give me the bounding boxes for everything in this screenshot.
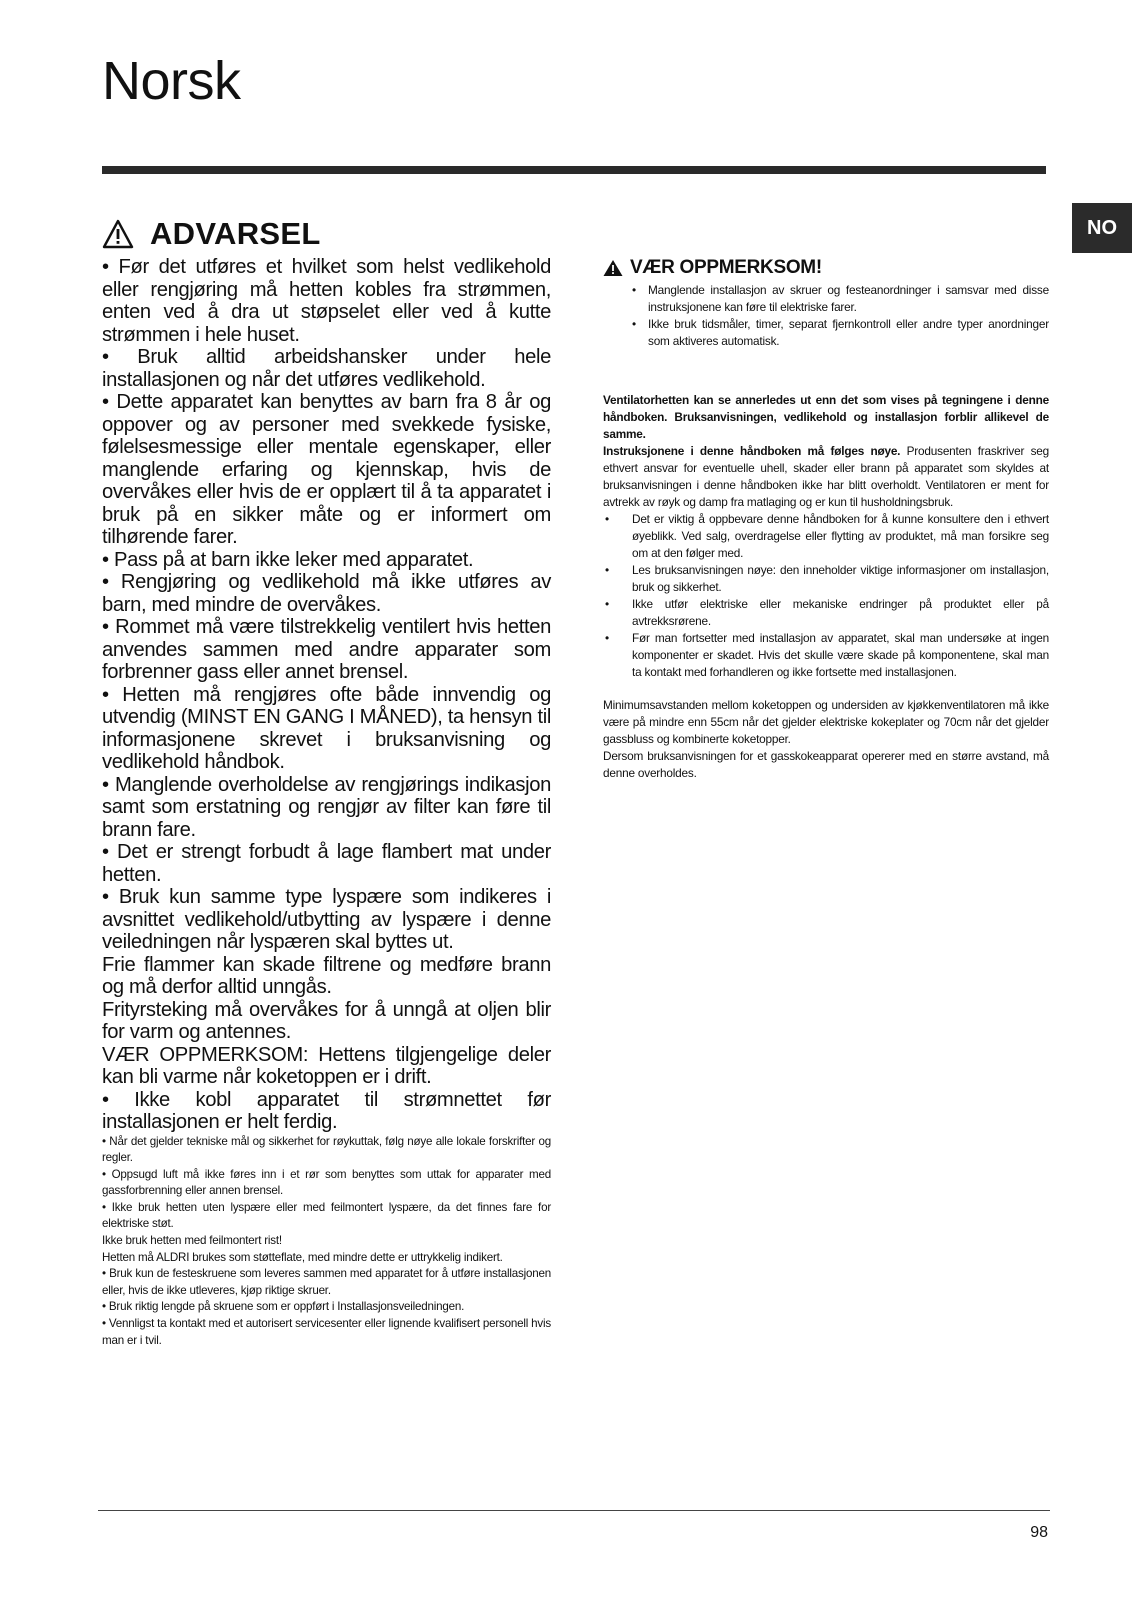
intro-text: Ventilatorhetten kan se annerledes ut enn det som vises på tegningene i denne håndboken. Bruksanvisningen, vedlikehold og installasjon forblir allikevel de samme. [603, 393, 1049, 441]
bullet-icon: • [605, 563, 609, 577]
warning-title: ADVARSEL [150, 216, 321, 251]
bottom-divider [98, 1510, 1050, 1511]
instruction-text: Instruksjonene i denne håndboken må følges nøye. Produsenten fraskriver seg ethvert ansvar for eventuelle uhell, skader eller brann på apparatet som skyldes at bruksanvisningen i denne håndboken ikke har blitt overholdt. Ventilatoren er ment for avtrekk av røyk og damp fra matlaging og er kun til husholdningsbruk. [603, 444, 1049, 509]
list-item: • Det er viktig å oppbevare denne håndboken for å kunne konsultere den i ethvert øyeblikk. Ved salg, overdragelse eller flytting av produktet, må man forsikre seg om at den følger med. [605, 512, 1049, 560]
warning-paragraph: • Bruk kun samme type lyspære som indikeres i avsnittet vedlikehold/utbytting av lyspære i denne veiledningen når lyspæren skal byttes ut. [102, 886, 551, 953]
bullet-icon: • [605, 597, 609, 611]
distance-text: Minimumsavstanden mellom koketoppen og undersiden av kjøkkenventilatoren må ikke være på mindre enn 55cm når det gjelder elektriske kokeplater og 70cm når det gjelder gassbluss og kombinerte koketopper. [603, 698, 1049, 746]
warning-paragraph: • Ikke kobl apparatet til strømnettet før installasjonen er helt ferdig. [102, 1088, 551, 1133]
warning-paragraph: • Pass på at barn ikke leker med apparatet. [102, 548, 474, 571]
warning-paragraph: • Det er strengt forbudt å lage flambert mat under hetten. [102, 841, 551, 886]
warning-paragraph: VÆR OPPMERKSOM: Hettens tilgjengelige deler kan bli varme når koketoppen er i drift. [102, 1043, 551, 1088]
warning-large-text [102, 256, 551, 1134]
info-section [603, 256, 1049, 782]
page-title: Norsk [102, 51, 241, 111]
caution-heading [603, 256, 1049, 280]
general-info [603, 392, 1049, 782]
warning-paragraph: • Manglende overholdelse av rengjørings indikasjon samt som erstatning og rengjør av filter kan føre til brann fare. [102, 773, 551, 841]
bullet-icon: • [605, 512, 609, 526]
list-item: • Ikke utfør elektriske eller mekaniske endringer på produktet eller på avtrekksrørene. [605, 597, 1049, 628]
top-divider [102, 166, 1046, 174]
warning-paragraph: • Dette apparatet kan benyttes av barn fra 8 år og oppover og av personer med svekkede fysiske, følelsesmessige eller mentale egenskaper, eller manglende erfaring og kjennskap, hvis de overvåkes eller hvis de er opplært til å ta apparatet i bruk på en sikker måte og er informert om tilhørende farer. [102, 391, 551, 548]
warning-paragraph: Frie flammer kan skade filtrene og medføre brann og må derfor alltid unngås. [102, 953, 551, 998]
warning-heading [102, 214, 551, 254]
list-item: • Før man fortsetter med installasjon av apparatet, skal man undersøke at ingen komponenter er skadet. Hvis det skulle være skade på komponentene, skal man ta kontakt med forhandleren og ikke fortsette med installasjonen. [605, 631, 1049, 679]
warning-filled-icon [603, 259, 623, 277]
language-tab: NO [1072, 203, 1132, 253]
warning-note: • Ikke bruk hetten uten lyspære eller med feilmontert lyspære, da det finnes fare for elektriske støt. [102, 1200, 551, 1231]
warning-note: • Oppsugd luft må ikke føres inn i et rør som benyttes som uttak for apparater med gassforbrenning eller annen brensel. [102, 1167, 551, 1198]
gas-text: Dersom bruksanvisningen for et gasskokeapparat opererer med en større avstand, må denne overholdes. [603, 749, 1049, 780]
caution-title: VÆR OPPMERKSOM! [630, 257, 822, 278]
warning-outline-icon [102, 219, 134, 249]
list-item: • Manglende installasjon av skruer og festeanordninger i samsvar med disse instruksjonene kan føre til elektriske farer. [632, 283, 1049, 314]
warning-note: • Bruk kun de festeskruene som leveres sammen med apparatet for å utføre installasjonen eller, hvis de ikke utleveres, kjøp riktige skruer. [102, 1267, 551, 1297]
page-number: 98 [1030, 1524, 1048, 1541]
list-item: • Les bruksanvisningen nøye: den inneholder viktige informasjoner om installasjon, bruk og sikkerhet. [605, 563, 1049, 594]
warning-small-text [102, 1134, 551, 1350]
warning-note: • Vennligst ta kontakt med et autorisert servicesenter eller lignende kvalifisert personell hvis man er i tvil. [102, 1317, 551, 1347]
warning-section [102, 214, 551, 1349]
warning-paragraph: • Hetten må rengjøres ofte både innvendig og utvendig (MINST EN GANG I MÅNED), ta hensyn til informasjonene skrevet i bruksanvisning og vedlikehold håndbok. [102, 683, 551, 773]
caution-list [603, 282, 1049, 350]
warning-paragraph: Frityrsteking må overvåkes for å unngå at oljen blir for varm og antennes. [102, 998, 551, 1043]
bullet-icon: • [632, 317, 636, 331]
warning-paragraph: • Rengjøring og vedlikehold må ikke utføres av barn, med mindre de overvåkes. [102, 571, 551, 616]
warning-note: • Når det gjelder tekniske mål og sikkerhet for røykuttak, følg nøye alle lokale forskrifter og regler. [102, 1134, 551, 1165]
caution-list-block [603, 282, 1049, 350]
warning-paragraph: • Rommet må være tilstrekkelig ventilert hvis hetten anvendes sammen med andre apparater som forbrenner gass eller annet brensel. [102, 616, 551, 683]
general-list [603, 511, 1049, 681]
list-item: • Ikke bruk tidsmåler, timer, separat fjernkontroll eller andre typer anordninger som aktiveres automatisk. [632, 317, 1049, 348]
warning-paragraph: • Bruk alltid arbeidshansker under hele installasjonen og når det utføres vedlikehold. [102, 346, 551, 391]
warning-note: • Bruk riktig lengde på skruene som er oppført i Installasjonsveiledningen. [102, 1300, 465, 1314]
bullet-icon: • [632, 283, 636, 297]
warning-note: Hetten må ALDRI brukes som støtteflate, med mindre dette er uttrykkelig indikert. [102, 1250, 503, 1264]
bullet-icon: • [605, 631, 609, 645]
warning-paragraph: • Før det utføres et hvilket som helst vedlikehold eller rengjøring må hetten kobles fra strømmen, enten ved å dra ut støpselet eller ved å kutte strømmen i hele huset. [102, 256, 551, 346]
warning-note: Ikke bruk hetten med feilmontert rist! [102, 1234, 282, 1248]
